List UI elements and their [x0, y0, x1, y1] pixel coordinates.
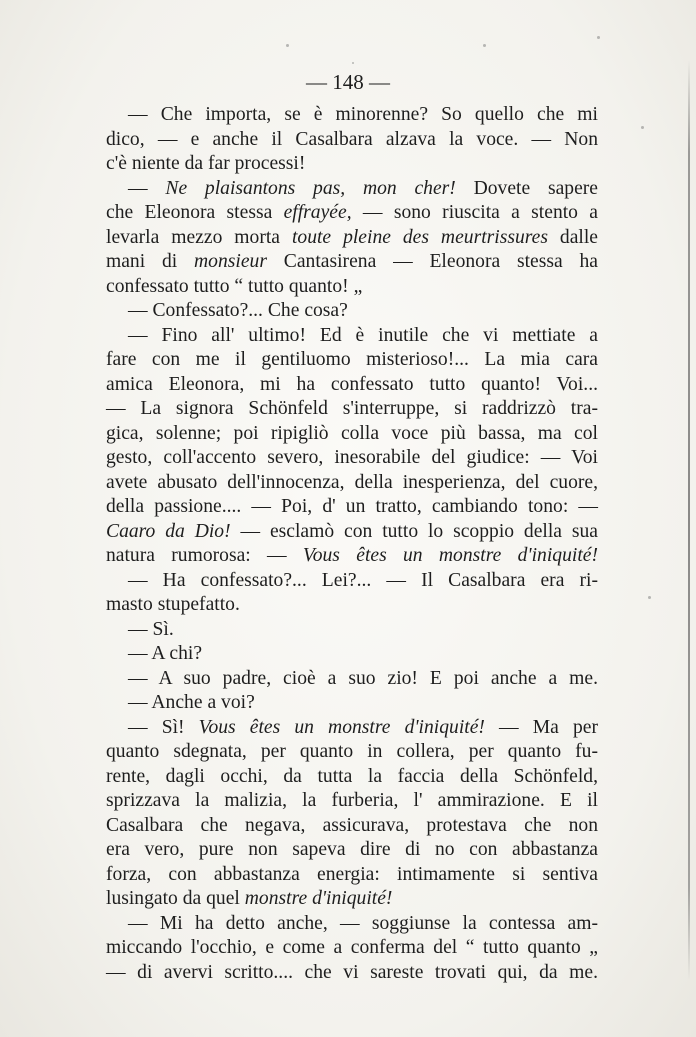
paper-speck: [483, 44, 486, 47]
text-segment: — Mi ha detto anche, — soggiunse la contessa am-: [128, 912, 598, 934]
text-line: [106, 348, 598, 373]
text-segment: gesto, coll'accento severo, inesorabile del giudice: — Voi: [106, 447, 598, 468]
text-line: [106, 324, 598, 349]
text-segment: — A chi?: [128, 643, 203, 664]
text-line: [106, 544, 598, 569]
text-line: [106, 495, 598, 520]
text-segment: — A suo padre, cioè a suo zio! E poi anche a me.: [128, 667, 598, 689]
text-segment: — Anche a voi?: [128, 692, 255, 713]
text-segment: lusingato da quel: [106, 888, 245, 909]
paper-speck: [352, 62, 354, 64]
text-line: [106, 863, 598, 888]
italic-text: toute pleine des meurtrissures: [291, 226, 548, 248]
text-segment: fare con me il gentiluomo misterioso!... La mia cara: [106, 349, 598, 370]
text-line: [106, 936, 598, 961]
text-line: [106, 912, 598, 937]
text-segment: dalle: [547, 226, 598, 248]
text-segment: — Sì!: [128, 716, 199, 738]
text-line: [106, 299, 598, 324]
text-line: [106, 201, 598, 226]
italic-text: Vous êtes un monstre d'iniquité!: [198, 716, 485, 738]
text-segment: —: [128, 177, 166, 199]
text-line: [106, 103, 598, 128]
text-line: [106, 422, 598, 447]
text-line: [106, 275, 598, 300]
body-text: [106, 103, 598, 985]
text-segment: avete abusato dell'innocenza, della inesperienza, del cuore,: [106, 471, 598, 493]
text-line: [106, 740, 598, 765]
text-segment: gica, solenne; poi ripigliò colla voce più bassa, ma col: [106, 422, 598, 444]
italic-text: monstre d'iniquité!: [244, 888, 393, 909]
paper-speck: [286, 44, 289, 47]
text-segment: Casalbara che negava, assicurava, protestava che non: [106, 814, 598, 836]
paper-speck: [641, 126, 644, 129]
text-line: [106, 373, 598, 398]
text-segment: masto stupefatto.: [106, 594, 240, 615]
text-segment: Dovete sapere: [455, 177, 598, 199]
text-line: [106, 520, 598, 545]
text-segment: confessato tutto “ tutto quanto! „: [106, 275, 363, 297]
text-line: [106, 226, 598, 251]
paper-speck: [648, 596, 651, 599]
text-segment: — Ha confessato?... Lei?... — Il Casalbara era ri-: [128, 569, 598, 591]
italic-text: effrayée,: [283, 202, 352, 223]
text-line: [106, 667, 598, 692]
text-segment: levarla mezzo morta: [106, 226, 292, 248]
text-line: [106, 789, 598, 814]
italic-text: Vous êtes un monstre d'iniquité!: [302, 545, 598, 566]
text-segment: — Che importa, se è minorenne? So quello che mi: [128, 104, 598, 125]
text-segment: era vero, pure non sapeva dire di no con abbastanza: [106, 839, 598, 860]
text-segment: mani di: [106, 251, 195, 272]
text-segment: — sono riuscita a stento a: [351, 202, 598, 223]
text-segment: c'è niente da far processi!: [106, 153, 306, 174]
text-line: [106, 250, 598, 275]
text-segment: — Ma per: [484, 716, 598, 738]
text-line: [106, 642, 598, 667]
text-segment: amica Eleonora, mi ha confessato tutto quanto! Voi...: [106, 373, 598, 395]
text-line: [106, 569, 598, 594]
text-segment: Cantasirena — Eleonora stessa ha: [266, 251, 598, 272]
text-segment: quanto sdegnata, per quanto in collera, per quanto fu-: [106, 741, 598, 762]
text-line: [106, 838, 598, 863]
text-line: [106, 691, 598, 716]
text-segment: dico, — e anche il Casalbara alzava la voce. — Non: [106, 128, 598, 150]
text-line: [106, 152, 598, 177]
text-line: [106, 765, 598, 790]
italic-text: Caaro da Dio!: [106, 520, 231, 542]
text-line: [106, 593, 598, 618]
text-segment: natura rumorosa: —: [106, 545, 303, 566]
text-segment: — Sì.: [128, 618, 174, 640]
text-line: [106, 887, 598, 912]
text-line: [106, 618, 598, 643]
text-line: [106, 471, 598, 496]
text-segment: miccando l'occhio, e come a conferma del “ tutto quanto „: [106, 937, 598, 958]
paper-speck: [597, 36, 600, 39]
text-segment: — Confessato?... Che cosa?: [128, 300, 348, 321]
text-segment: rente, dagli occhi, da tutta la faccia della Schönfeld,: [106, 765, 598, 787]
page-number: — 148 —: [306, 70, 390, 94]
text-segment: — esclamò con tutto lo scoppio della sua: [230, 520, 598, 542]
text-segment: che Eleonora stessa: [106, 202, 284, 223]
page-edge-shadow: [688, 60, 690, 980]
italic-text: Ne plaisantons pas, mon cher!: [165, 177, 456, 199]
text-segment: — La signora Schönfeld s'interruppe, si raddrizzò tra-: [106, 398, 598, 419]
text-line: [106, 128, 598, 153]
text-segment: forza, con abbastanza energia: intimamente si sentiva: [106, 863, 598, 885]
text-line: [106, 961, 598, 986]
text-segment: della passione.... — Poi, d' un tratto, cambiando tono: —: [106, 496, 598, 517]
text-segment: sprizzava la malizia, la furberia, l' ammirazione. E il: [106, 790, 598, 811]
text-line: [106, 814, 598, 839]
text-line: [106, 397, 598, 422]
text-segment: — Fino all' ultimo! Ed è inutile che vi mettiate a: [128, 324, 598, 346]
text-line: [106, 716, 598, 741]
text-line: [106, 177, 598, 202]
italic-text: monsieur: [194, 251, 267, 272]
text-segment: — di avervi scritto.... che vi sareste trovati qui, da me.: [106, 961, 598, 983]
text-line: [106, 446, 598, 471]
